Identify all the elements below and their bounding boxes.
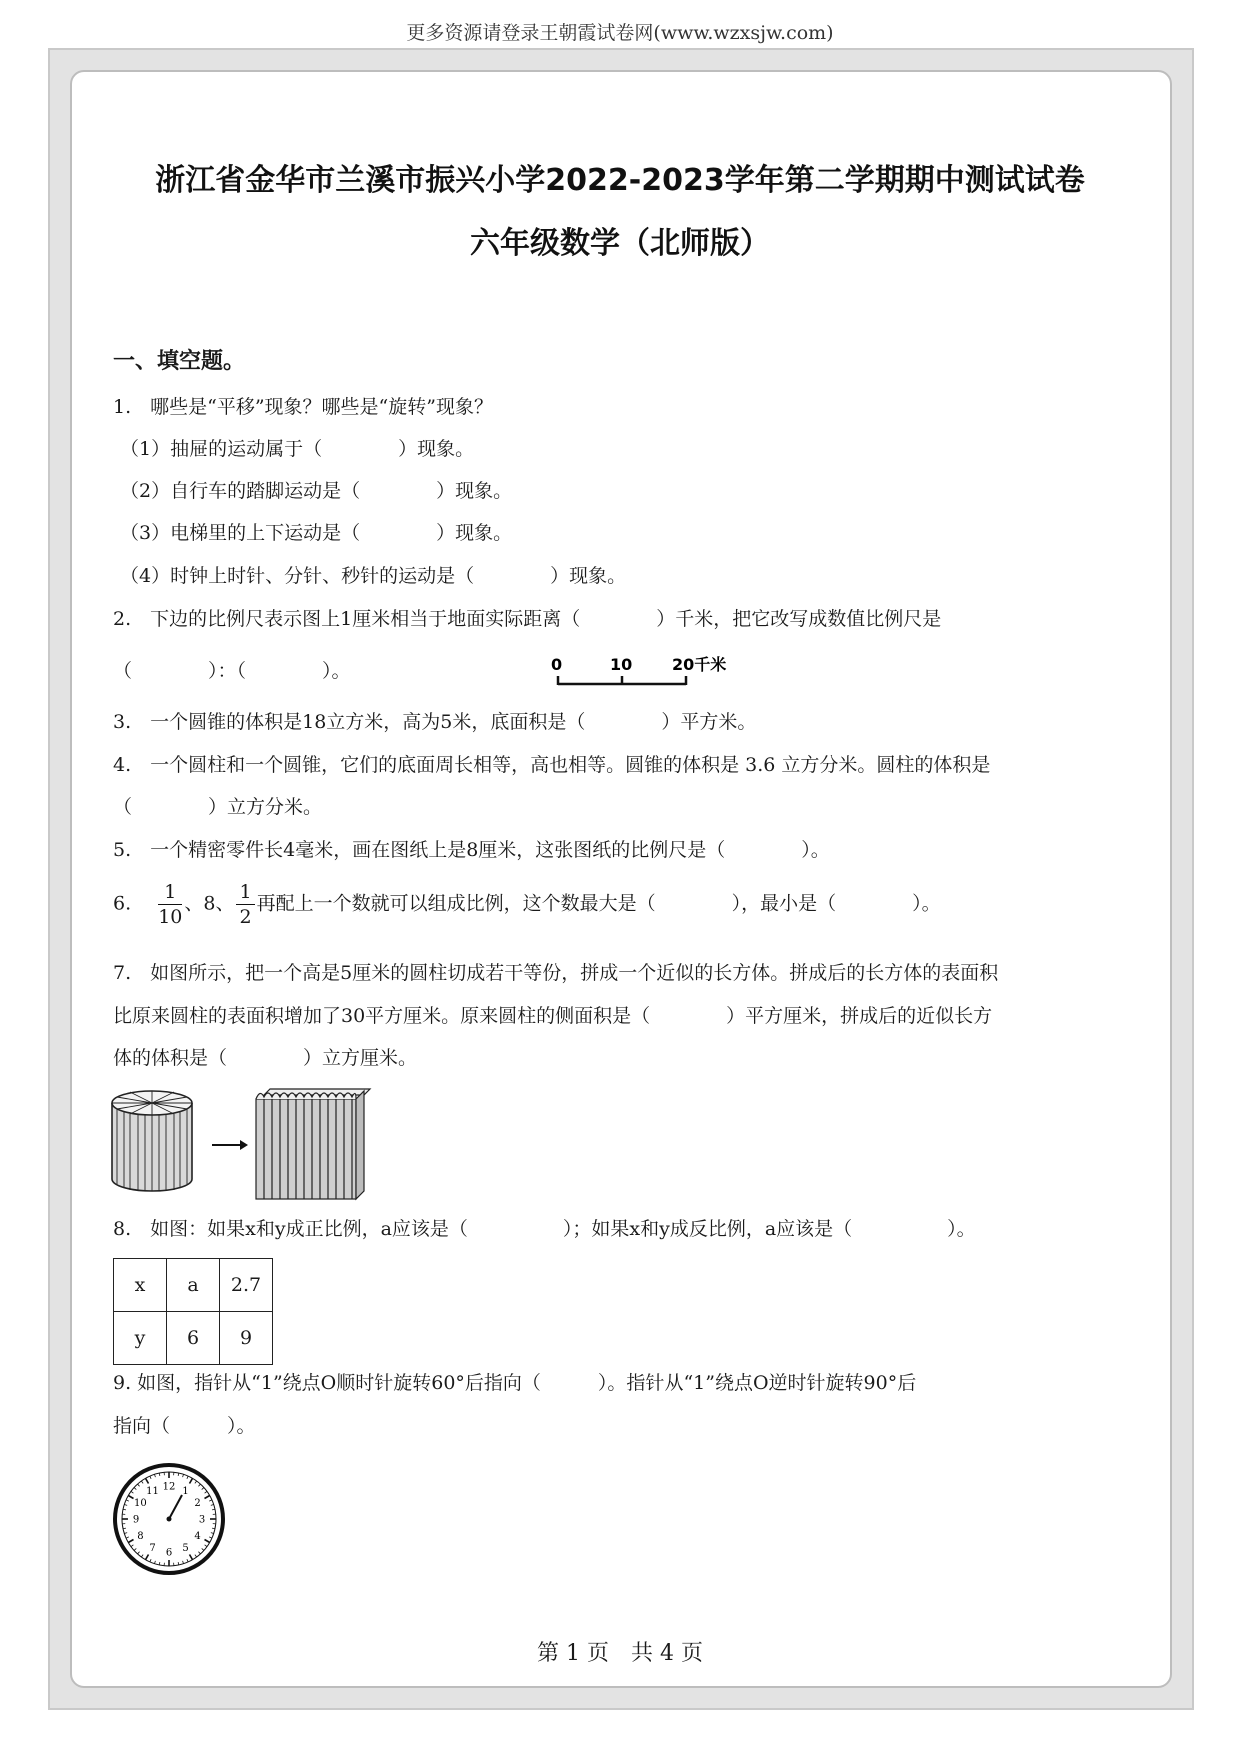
table-cell: a	[167, 1259, 220, 1312]
clock-number: 7	[149, 1543, 156, 1555]
question-2-line-1: 2. 下边的比例尺表示图上1厘米相当于地面实际距离（ ）千米，把它改写成数值比例尺是	[113, 608, 942, 630]
clock-number: 2	[194, 1498, 201, 1509]
clock-number: 3	[198, 1514, 206, 1526]
question-3: 3. 一个圆锥的体积是18立方米，高为5米，底面积是（ ）平方米。	[113, 711, 757, 733]
arrow-right-icon	[212, 1140, 248, 1150]
clock-number: 8	[137, 1531, 144, 1542]
clock-number: 1	[182, 1485, 189, 1497]
clock-center-o	[167, 1517, 172, 1522]
clock-number: 10	[134, 1498, 147, 1509]
question-8: 8. 如图：如果x和y成正比例，a应该是（ ）；如果x和y成反比例，a应该是（ ）。	[113, 1218, 976, 1240]
question-4-line-1: 4. 一个圆柱和一个圆锥，它们的底面周长相等，高也相等。圆锥的体积是 3.6 立方分米。圆柱的体积是	[113, 754, 991, 776]
fraction-one-tenth	[158, 880, 182, 929]
scale-label-20: 20千米	[672, 655, 727, 674]
page-number: 第 1 页 共 4 页	[537, 1641, 703, 1666]
cylinder-to-cuboid-figure	[108, 1085, 408, 1203]
question-1-part-2: （2）自行车的踏脚运动是（ ）现象。	[120, 480, 513, 502]
table-cell: 6	[167, 1312, 220, 1365]
question-1-part-4: （4）时钟上时针、分针、秒针的运动是（ ）现象。	[120, 565, 627, 587]
clock-number: 9	[132, 1514, 140, 1526]
scale-bar-figure	[548, 650, 748, 692]
question-1-stem: 1. 哪些是“平移”现象？哪些是“旋转”现象？	[113, 396, 493, 418]
question-9-line-1: 9. 如图，指针从“1”绕点O顺时针旋转60°后指向（ ）。指针从“1”绕点O逆时针旋转90°后	[113, 1372, 917, 1394]
table-cell: x	[114, 1259, 167, 1312]
fraction-1-denominator: 10	[158, 906, 183, 928]
fraction-1-numerator: 1	[158, 880, 182, 905]
cuboid-drawing	[256, 1089, 370, 1199]
question-4-line-2: （ ）立方分米。	[113, 796, 323, 818]
xy-table	[113, 1258, 273, 1365]
question-1-part-3: （3）电梯里的上下运动是（ ）现象。	[120, 522, 513, 544]
question-6	[113, 880, 941, 929]
question-7-line-1: 7. 如图所示，把一个高是5厘米的圆柱切成若干等份，拼成一个近似的长方体。拼成后的长方体的表面积	[113, 962, 999, 984]
exam-subtitle: 六年级数学（北师版）	[470, 226, 770, 261]
cylinder-drawing	[112, 1091, 192, 1191]
header-source-link: 更多资源请登录王朝霞试卷网(www.wzxsjw.com)	[406, 22, 834, 44]
question-6-number: 6.	[113, 892, 132, 915]
question-7-line-2: 比原来圆柱的表面积增加了30平方厘米。原来圆柱的侧面积是（ ）平方厘米，拼成后的近似长方	[113, 1005, 993, 1027]
table-cell: 9	[220, 1312, 273, 1365]
page-border-inner	[70, 70, 1172, 1688]
clock-number: 12	[162, 1481, 176, 1493]
question-5: 5. 一个精密零件长4毫米，画在图纸上是8厘米，这张图纸的比例尺是（ ）。	[113, 839, 830, 861]
clock-number: 4	[194, 1531, 201, 1542]
scale-label-10: 10	[610, 655, 633, 674]
clock-number: 6	[165, 1547, 173, 1559]
fraction-one-half	[236, 880, 254, 929]
fraction-2-denominator: 2	[239, 906, 252, 928]
question-1-part-1: （1）抽屉的运动属于（ ）现象。	[120, 438, 475, 460]
table-row	[114, 1312, 273, 1365]
question-6-mid: 、8、	[184, 892, 235, 915]
clock-number: 11	[146, 1485, 159, 1497]
clock-number: 5	[182, 1543, 189, 1555]
exam-title: 浙江省金华市兰溪市振兴小学2022-2023学年第二学期期中测试试卷	[155, 163, 1085, 198]
fraction-2-numerator: 1	[236, 880, 254, 905]
table-cell: 2.7	[220, 1259, 273, 1312]
table-row	[114, 1259, 273, 1312]
scale-label-0: 0	[551, 655, 563, 674]
question-7-line-3: 体的体积是（ ）立方厘米。	[113, 1047, 418, 1069]
clock-figure	[112, 1462, 226, 1576]
table-cell: y	[114, 1312, 167, 1365]
question-2-line-2: （ ）：（ ）。	[113, 660, 351, 682]
section-heading-fill-in: 一、填空题。	[113, 349, 246, 374]
question-6-rest: 再配上一个数就可以组成比例，这个数最大是（ ），最小是（ ）。	[256, 892, 941, 915]
question-9-line-2: 指向（ ）。	[113, 1415, 256, 1437]
